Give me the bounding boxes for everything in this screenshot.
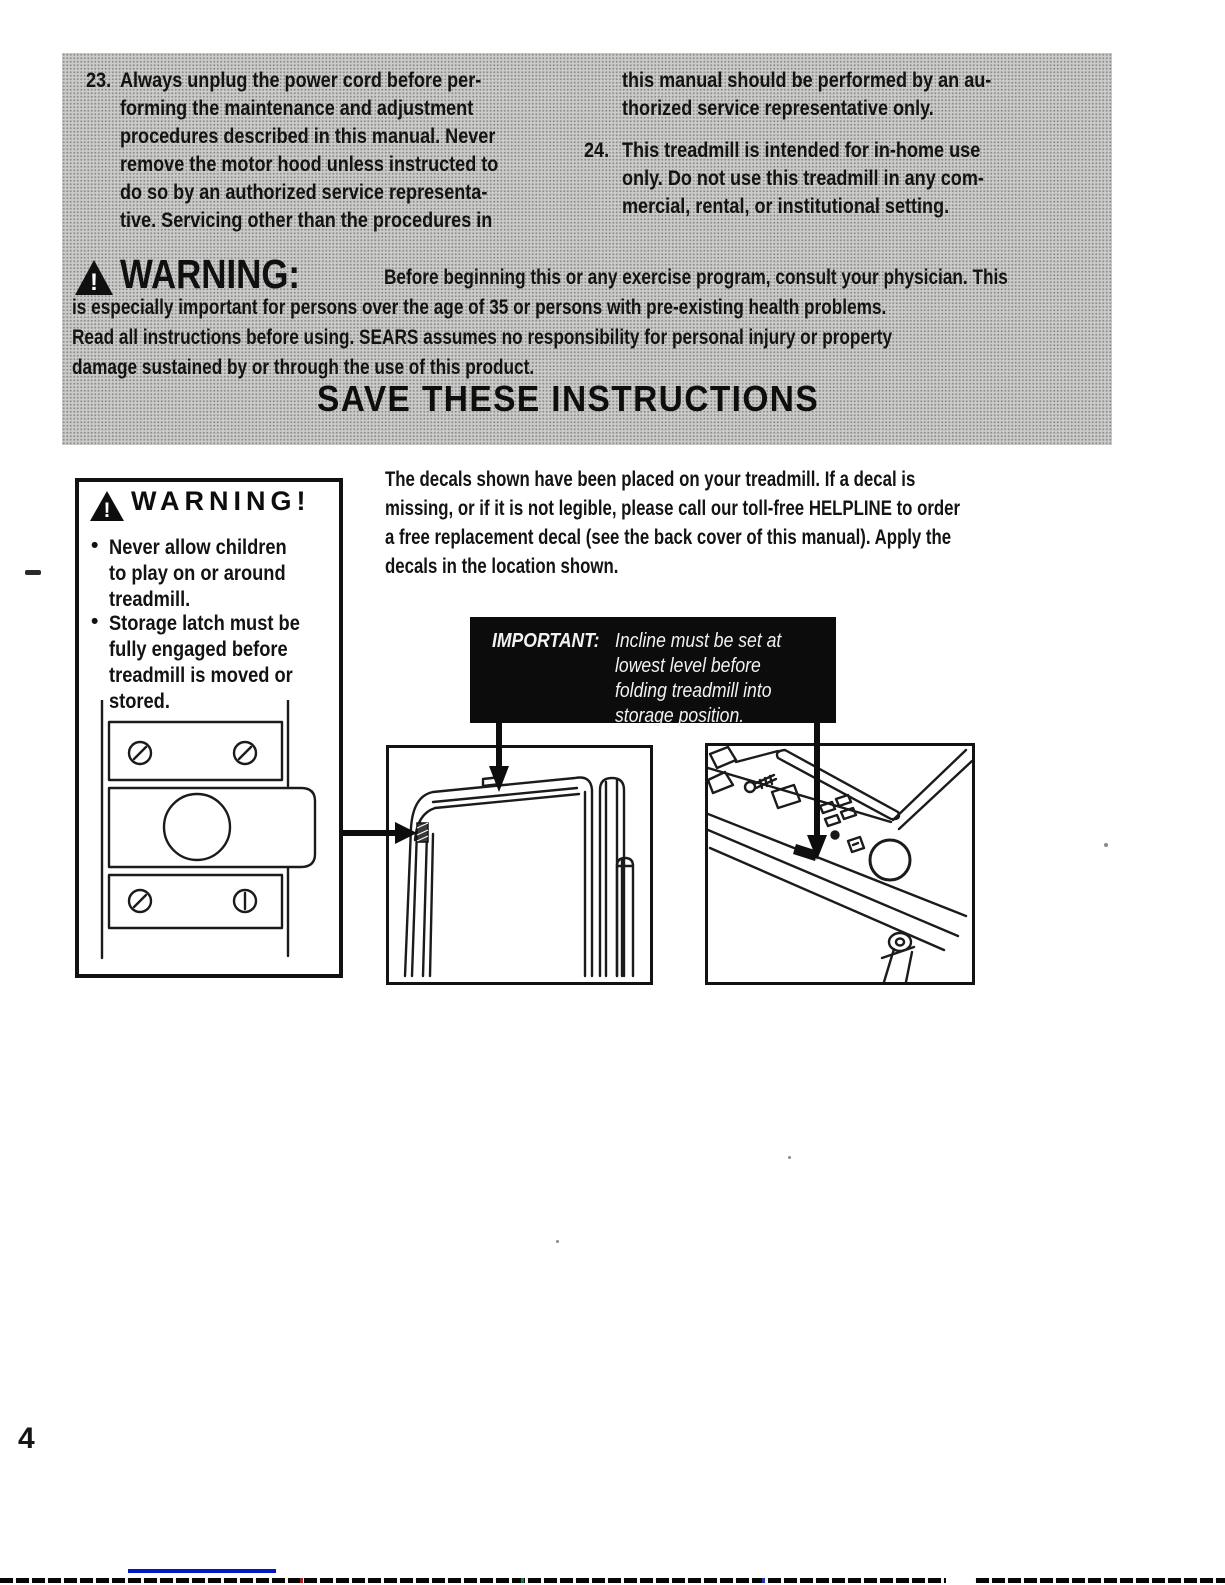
important-line: lowest level before	[615, 655, 761, 677]
decal-note-line: decals in the location shown.	[385, 555, 619, 578]
warning-box-bullet-line: stored.	[109, 690, 170, 713]
folded-treadmill-figure	[386, 745, 653, 985]
important-line: storage position.	[615, 705, 745, 727]
item-24-line: mercial, rental, or institutional setting.	[622, 195, 950, 218]
instructions-panel	[62, 53, 1112, 445]
warning-box	[75, 478, 343, 978]
important-decal-box	[470, 617, 836, 727]
scan-color-speck	[300, 1578, 303, 1583]
warning-box-bullet-line: treadmill.	[109, 588, 191, 611]
page-number: 4	[18, 1422, 35, 1455]
warning-triangle-icon	[89, 490, 125, 523]
warning-banner-line: is especially important for persons over the age of 35 or persons with pre-existing health problems.	[72, 296, 887, 319]
warning-box-bullet-line: Never allow children	[109, 536, 287, 559]
warning-box-bullet-line: treadmill is moved or	[109, 664, 293, 687]
important-line: folding treadmill into	[615, 680, 772, 702]
blue-underline-mark	[128, 1569, 276, 1573]
warning-box-title: WARNING!	[131, 486, 311, 516]
warning-box-bullet-line: fully engaged before	[109, 638, 288, 661]
item-23-line: procedures described in this manual. Never	[120, 125, 496, 148]
save-these-instructions-heading: SAVE THESE INSTRUCTIONS	[317, 378, 820, 419]
incline-pointer-arrow-left-icon	[488, 714, 510, 794]
scan-speck	[556, 1240, 559, 1243]
console-figure	[705, 743, 975, 985]
warning-box-bullet-line: Storage latch must be	[109, 612, 300, 635]
warning-triangle-exclamation: !	[103, 499, 111, 522]
scan-speck	[788, 1156, 791, 1159]
scan-color-speck	[521, 1578, 524, 1583]
folded-treadmill-drawing	[389, 748, 650, 982]
bottom-dashed-rule	[0, 1578, 1225, 1583]
item-23-line: do so by an authorized service representa-	[120, 181, 488, 204]
item-23-continued-line: this manual should be performed by an au-	[622, 69, 992, 92]
warning-triangle-icon	[74, 259, 114, 297]
warning-banner-line: Read all instructions before using. SEARS assumes no responsibility for personal injury or property	[72, 326, 893, 349]
scan-speck	[1104, 843, 1108, 847]
warning-triangle-exclamation: !	[90, 269, 98, 296]
decal-note-line: a free replacement decal (see the back cover of this manual). Apply the	[385, 526, 952, 549]
decal-note-line: The decals shown have been placed on your treadmill. If a decal is	[385, 468, 916, 491]
bottom-dashed-rule-gap	[946, 1578, 974, 1583]
latch-pointer-arrow-icon	[343, 822, 417, 844]
scan-dash-artifact	[25, 570, 41, 575]
item-23-line: remove the motor hood unless instructed to	[120, 153, 499, 176]
item-23-line: Always unplug the power cord before per-	[120, 69, 482, 92]
item-24-number: 24.	[584, 139, 610, 162]
item-24-line: This treadmill is intended for in-home use	[622, 139, 981, 162]
warning-banner-label: WARNING:	[120, 251, 301, 297]
item-24-line: only. Do not use this treadmill in any com-	[622, 167, 984, 190]
item-23-line: tive. Servicing other than the procedures in	[120, 209, 493, 232]
important-label: IMPORTANT:	[492, 630, 600, 652]
item-23-line: forming the maintenance and adjustment	[120, 97, 474, 120]
console-drawing	[708, 746, 972, 982]
bullet-dot: •	[91, 534, 99, 557]
warning-banner-line: Before beginning this or any exercise program, consult your physician. This	[384, 266, 1008, 289]
bullet-dot: •	[91, 610, 99, 633]
storage-latch-diagram	[79, 700, 339, 972]
decal-note-line: missing, or if it is not legible, please call our toll-free HELPLINE to order	[385, 497, 961, 520]
item-23-number: 23.	[86, 69, 112, 92]
warning-box-bullet-line: to play on or around	[109, 562, 286, 585]
important-line: Incline must be set at	[615, 630, 782, 652]
scan-color-speck	[762, 1578, 765, 1583]
warning-banner-line: damage sustained by or through the use of this product.	[72, 356, 535, 379]
incline-pointer-arrow-right-icon	[806, 714, 828, 862]
latch-decal-location	[417, 823, 428, 842]
item-23-continued-line: thorized service representative only.	[622, 97, 934, 120]
